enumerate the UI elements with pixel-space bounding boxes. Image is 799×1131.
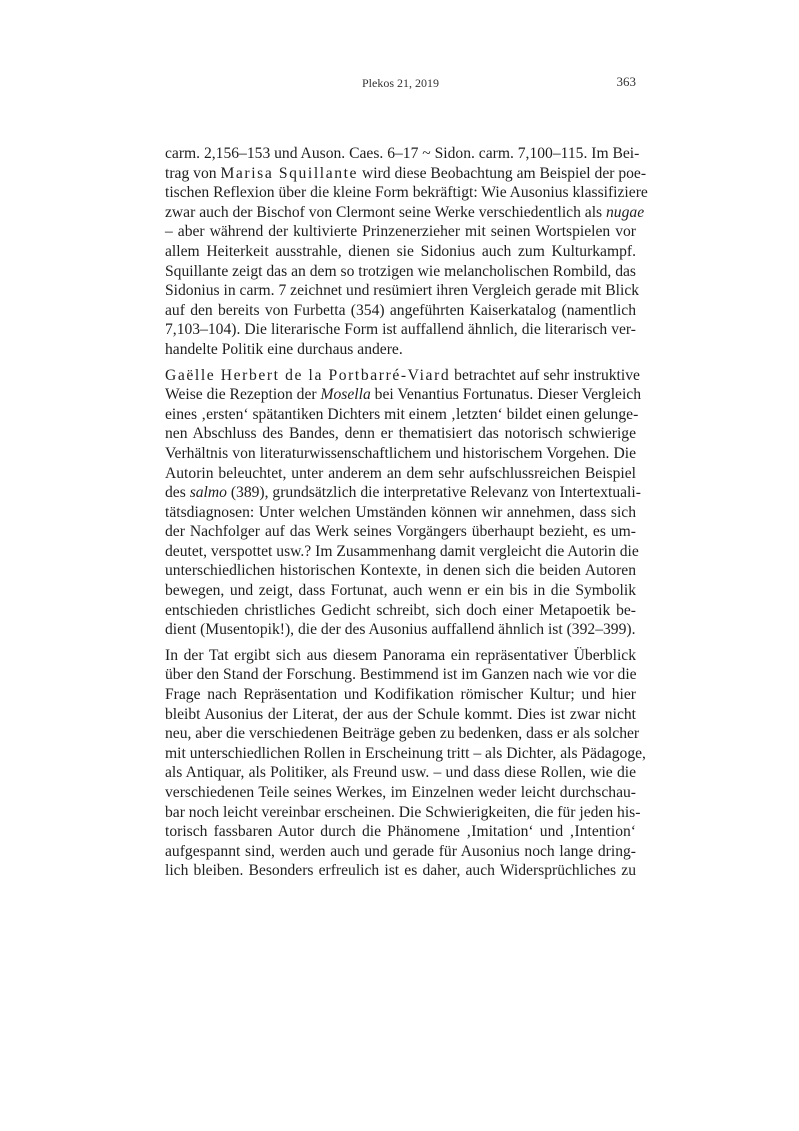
running-header [165,76,636,92]
text-line [165,242,636,262]
page-number: 363 [616,74,636,89]
text-run: Autorin beleuchtet, unter anderem an dem sehr aufschlussreichen Beispiel [165,464,636,482]
text-line [165,581,636,601]
paragraph [165,646,646,881]
text-run: lich bleiben. Besonders erfreulich ist es daher, auch Widersprüchliches zu [165,862,636,880]
text-run: auf den bereits von Furbetta (354) angeführten Kaiserkatalog (namentlich [165,301,636,319]
text-line [165,822,636,842]
text-line [165,620,636,640]
text-line [165,301,636,321]
text-run: trag von [165,164,221,182]
text-line [165,783,636,803]
text-line [165,164,647,184]
text-run: tätsdiagnosen: Unter welchen Umständen können wir annehmen, dass sich [165,503,636,521]
text-run: carm. 2,156–153 und Auson. Caes. 6–17 ~ Sidon. carm. 7,100–115. Im Bei- [165,145,640,162]
text-run: allem Heiterkeit ausstrahle, dienen sie Sidonius auch zum Kulturkampf. [165,242,636,260]
text-run: des [165,484,190,502]
paragraph [165,366,641,640]
text-line [165,503,636,523]
text-run: aufgespannt sind, werden auch und gerade für Ausonius noch lange dring- [165,842,636,860]
text-run: bei Venantius Fortunatus. Dieser Vergleich [370,386,641,404]
text-run: In der Tat ergibt sich aus diesem Panorama ein repräsentativer Überblick [165,646,636,664]
text-run: mit unterschiedlichen Rollen in Erscheinung tritt – als Dichter, als Pädagoge, [165,744,646,762]
text-line [165,685,636,705]
text-run: (389), grundsätzlich die interpretative Relevanz von Intertextuali- [226,484,641,502]
text-run: Squillante zeigt das an dem so trotzigen wie melancholischen Rombild, das [165,262,636,280]
italic-term: nugae [606,203,645,221]
text-run: 7,103–104). Die literarische Form ist auffallend ähnlich, die literarisch ver- [165,321,636,339]
text-run: unterschiedlichen historischen Kontexte, in denen sich die beiden Autoren [165,562,636,580]
text-line [165,281,640,301]
text-run: nen Abschluss des Bandes, denn er thematisiert das notorisch schwierige [165,425,636,443]
text-run: Verhältnis von literaturwissenschaftlichem und historischem Vorgehen. Die [165,444,636,462]
text-run: der Nachfolger auf das Werk seines Vorgängers überhaupt bezieht, es um- [165,523,636,541]
text-run: bar noch leicht vereinbar erscheinen. Die Schwierigkeiten, die für jeden his- [165,803,641,821]
text-line [165,561,636,581]
text-line [165,262,636,282]
text-run: handelte Politik eine durchaus andere. [165,340,403,358]
text-run: tischen Reflexion über die kleine Form bekräftigt: Wie Ausonius klassifiziere [165,184,648,202]
text-run: über den Stand der Forschung. Bestimmend ist im Ganzen nach wie vor die [165,666,637,684]
author-name: Gaëlle Herbert de la Portbarré-Viard [165,366,451,384]
text-run: deutet, verspottet usw.? Im Zusammenhang damit vergleicht die Autorin die [165,542,639,560]
text-run: Frage nach Repräsentation und Kodifikation römischer Kultur; und hier [165,686,636,704]
text-line [165,340,636,360]
text-line [165,803,641,823]
text-line [165,203,645,223]
text-line [165,183,648,203]
text-line [165,144,640,164]
text-line [165,222,636,242]
text-run: – aber während der kultivierte Prinzenerzieher mit seinen Wortspielen vor [165,223,636,241]
text-line [165,646,636,666]
text-run: Sidonius in carm. 7 zeichnet und resümiert ihren Vergleich gerade mit Blick [165,282,640,300]
text-run: neu, aber die verschiedenen Beiträge geben zu bedenken, dass er als solcher [165,725,640,743]
text-line [165,861,636,881]
text-run: zwar auch der Bischof von Clermont seine Werke verschiedentlich als [165,203,606,221]
text-run: betrachtet auf sehr instruktive [450,366,640,384]
text-line [165,665,636,685]
text-run: verschiedenen Teile seines Werkes, im Einzelnen weder leicht durchschau- [165,784,636,801]
text-run: entschieden christliches Gedicht schreibt, sich doch einer Metapoetik be- [165,601,636,619]
text-line [165,542,639,562]
text-line [165,763,636,783]
text-line [165,705,636,725]
text-line [165,385,641,405]
italic-term: salmo [189,484,227,502]
italic-term: Mosella [320,386,371,404]
text-line [165,444,636,464]
text-line [165,724,640,744]
text-run: wird diese Beobachtung am Beispiel der poe- [358,164,647,182]
text-line [165,366,640,386]
text-line [165,405,639,425]
text-run: torisch fassbaren Autor durch die Phänomene ‚Imitation‘ und ‚Intention‘ [165,823,636,841]
text-run: bewegen, und zeigt, dass Fortunat, auch wenn er ein bis in die Symbolik [165,582,636,600]
paragraph [165,144,648,360]
body-text [165,144,648,887]
text-run: Weise die Rezeption der [165,386,321,404]
journal-title: Plekos 21, 2019 [361,76,439,90]
text-run: bleibt Ausonius der Literat, der aus der Schule kommt. Dies ist zwar nicht [165,705,636,723]
text-line [165,744,646,764]
text-line [165,522,636,542]
text-line [165,320,636,340]
text-run: als Antiquar, als Politiker, als Freund usw. – und dass diese Rollen, wie die [165,764,636,782]
text-run: eines ‚ersten‘ spätantiken Dichters mit einem ‚letzten‘ bildet einen gelunge- [165,405,639,423]
author-name: Marisa Squillante [220,164,359,182]
text-line [165,601,636,621]
text-run: dient (Musentopik!), die der des Ausonius auffallend ähnlich ist (392–399). [165,621,636,639]
text-line [165,424,636,444]
text-line [165,842,636,862]
text-line [165,483,641,503]
text-line [165,464,636,484]
